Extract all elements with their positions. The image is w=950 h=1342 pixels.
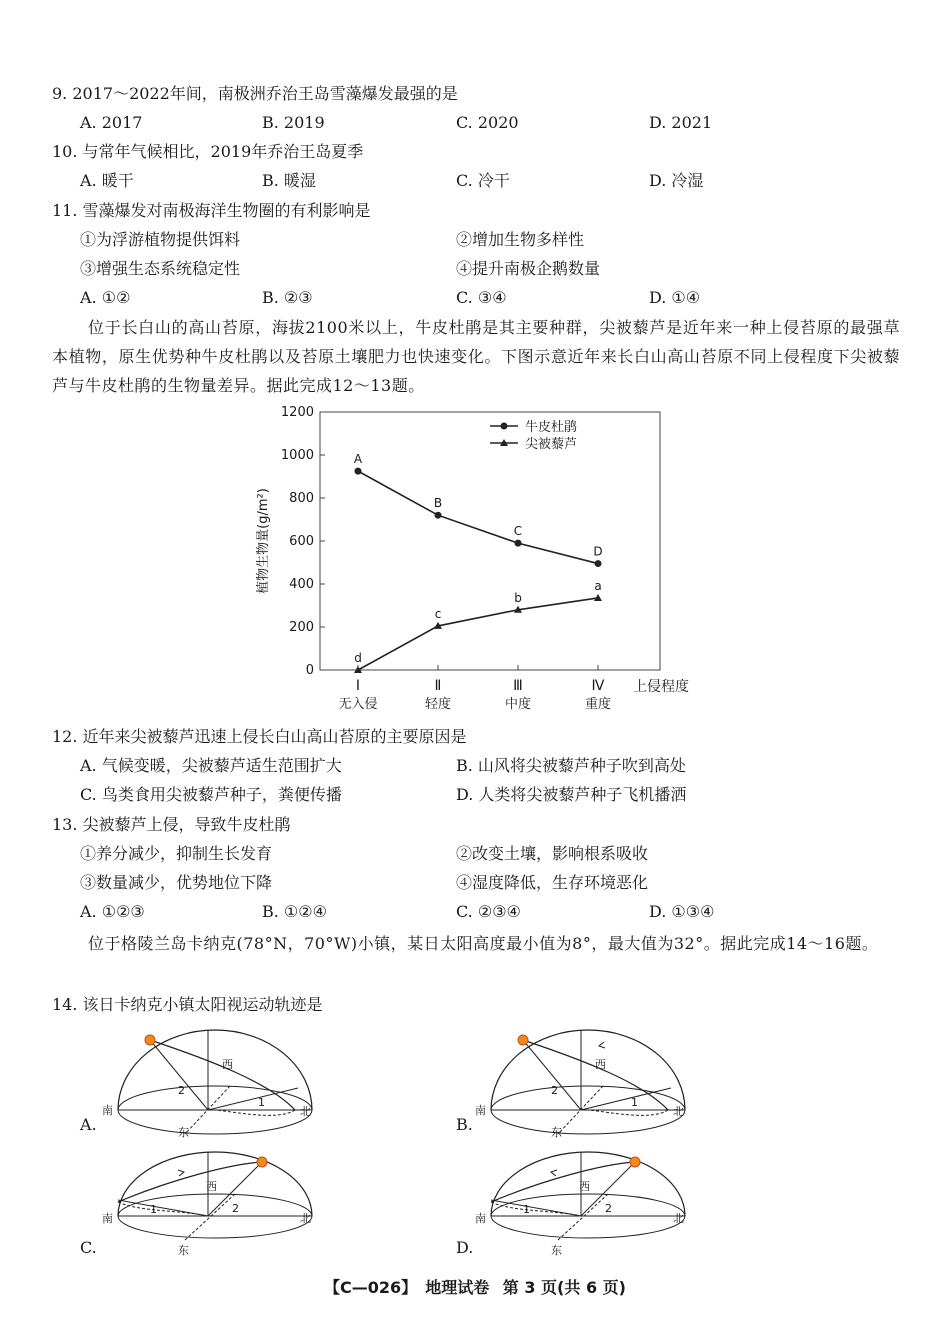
q10-option-b: B. 暖湿 (262, 171, 316, 190)
north-label: 北 (673, 1212, 684, 1225)
south-label: 南 (102, 1212, 113, 1225)
x-tick-sublabel: 无入侵 (338, 697, 378, 712)
subject-title: 地理试卷 (425, 1278, 490, 1297)
q12-option-b: B. 山风将尖被藜芦种子吹到高处 (456, 756, 686, 775)
x-tick-sublabel: 中度 (504, 697, 532, 712)
y-tick-label: 600 (289, 534, 314, 549)
y-tick-label: 1200 (280, 405, 314, 420)
q9-option-b: B. 2019 (262, 113, 325, 132)
q13-option-d: D. ①③④ (649, 902, 715, 921)
angle-1-label: 1 (631, 1096, 638, 1109)
q12-option-d: D. 人类将尖被藜芦种子飞机播洒 (456, 785, 687, 804)
x-axis-label: 上侵程度 (633, 679, 689, 695)
north-label: 北 (300, 1212, 311, 1225)
east-label: 东 (178, 1244, 189, 1257)
page-footer (0, 1275, 950, 1298)
q11-item-2: ②增加生物多样性 (456, 230, 585, 249)
legend-marker (501, 423, 508, 430)
q14-option-c: C. (80, 1238, 97, 1257)
sun-icon (145, 1035, 155, 1045)
data-point-label: C (513, 524, 523, 539)
q10-option-d: D. 冷湿 (649, 171, 704, 190)
south-label: 南 (475, 1212, 486, 1225)
q14-option-a: A. (80, 1115, 97, 1134)
q9-option-c: C. 2020 (456, 113, 519, 132)
data-point-label: c (434, 606, 442, 621)
q11-item-1: ①为浮游植物提供饵料 (80, 230, 241, 249)
legend-label: 尖被藜芦 (525, 437, 578, 452)
q12-option-c: C. 鸟类食用尖被藜芦种子，粪便传播 (80, 785, 342, 804)
q13-option-b: B. ①②④ (262, 902, 327, 921)
angle-2-label: 2 (178, 1084, 185, 1097)
x-tick-sublabel: 重度 (584, 697, 612, 712)
y-tick-label: 200 (289, 620, 314, 635)
angle-2-label: 2 (232, 1202, 239, 1215)
sun-path-diagram-c (100, 1150, 330, 1260)
x-tick-sublabel: 轻度 (424, 697, 452, 712)
q13-stem: 13. 尖被藜芦上侵，导致牛皮杜鹃 (52, 815, 291, 834)
q10-option-a: A. 暖干 (80, 171, 134, 190)
q11-item-3: ③增强生态系统稳定性 (80, 259, 241, 278)
south-label: 南 (475, 1104, 486, 1117)
q13-item-4: ④湿度降低，生存环境恶化 (456, 873, 649, 892)
x-tick-label: Ⅲ (513, 678, 523, 694)
q10-option-c: C. 冷干 (456, 171, 510, 190)
sun-path-diagram-b (473, 1028, 703, 1138)
east-label: 东 (178, 1126, 189, 1138)
q11-option-c: C. ③④ (456, 288, 507, 307)
q11-item-4: ④提升南极企鹅数量 (456, 259, 601, 278)
q11-stem: 11. 雪藻爆发对南极海洋生物圈的有利影响是 (52, 201, 371, 220)
q11-option-a: A. ①② (80, 288, 131, 307)
q12-stem: 12. 近年来尖被藜芦迅速上侵长白山高山苔原的主要原因是 (52, 727, 467, 746)
sun-icon (630, 1157, 640, 1167)
data-point-label: b (514, 590, 522, 605)
sun-icon (518, 1035, 528, 1045)
angle-1-label: 1 (258, 1096, 265, 1109)
east-label: 东 (551, 1126, 562, 1138)
sun-path-diagram-a (100, 1028, 330, 1138)
south-label: 南 (102, 1104, 113, 1117)
x-tick-label: Ⅳ (591, 678, 605, 694)
east-label: 东 (551, 1244, 562, 1257)
data-point (435, 512, 442, 519)
y-tick-label: 0 (305, 663, 314, 678)
angle-2-label: 2 (605, 1202, 612, 1215)
q9-option-a: A. 2017 (80, 113, 143, 132)
data-point-label: d (354, 651, 362, 665)
data-point-label: D (593, 544, 603, 559)
data-point-label: B (433, 496, 443, 511)
exam-code: 【C—026】 (324, 1278, 418, 1297)
passage-qaanaaq: 位于格陵兰岛卡纳克(78°N，70°W)小镇，某日太阳高度最小值为8°，最大值为32°。据此完成14～16题。 (88, 934, 879, 953)
angle-2-label: 2 (551, 1084, 558, 1097)
data-point (355, 468, 362, 475)
data-point-label: a (594, 578, 602, 593)
north-label: 北 (300, 1105, 311, 1118)
q10-stem: 10. 与常年气候相比，2019年乔治王岛夏季 (52, 142, 364, 161)
data-point (595, 560, 602, 567)
west-label: 西 (579, 1180, 590, 1193)
q14-stem: 14. 该日卡纳克小镇太阳视运动轨迹是 (52, 995, 323, 1014)
legend-label: 牛皮杜鹃 (525, 420, 578, 435)
y-axis-label: 植物生物量(g/m²) (256, 488, 271, 594)
q13-option-a: A. ①②③ (80, 902, 145, 921)
plot-frame (320, 412, 660, 670)
q12-option-a: A. 气候变暖，尖被藜芦适生范围扩大 (80, 756, 342, 775)
passage-changbai: 位于长白山的高山苔原，海拔2100米以上，牛皮杜鹃是其主要种群，尖被藜芦是近年来一种上侵苔原的最强草本植物，原生优势种牛皮杜鹃以及苔原土壤肥力也快速变化。下图示意近年来长白山高山苔原不同上侵程度下尖被藜芦与牛皮杜鹃的生物量差异。据此完成12～13题。 (52, 318, 900, 395)
x-tick-label: Ⅰ (355, 678, 361, 694)
q11-option-b: B. ②③ (262, 288, 313, 307)
page-number: 第 3 页(共 6 页) (502, 1278, 626, 1297)
west-label: 西 (595, 1058, 606, 1071)
sun-path-diagram-d (473, 1150, 703, 1260)
data-point (515, 540, 522, 547)
west-label: 西 (222, 1058, 233, 1071)
q13-item-1: ①养分减少，抑制生长发育 (80, 844, 273, 863)
y-tick-label: 800 (289, 491, 314, 506)
biomass-line-chart (245, 395, 715, 720)
west-label: 西 (206, 1180, 217, 1193)
angle-1-label: 1 (523, 1203, 530, 1216)
q13-item-2: ②改变土壤，影响根系吸收 (456, 844, 649, 863)
x-tick-label: Ⅱ (434, 678, 442, 694)
y-tick-label: 400 (289, 577, 314, 592)
q11-option-d: D. ①④ (649, 288, 701, 307)
q9-stem: 9. 2017～2022年间，南极洲乔治王岛雪藻爆发最强的是 (52, 84, 458, 103)
q13-item-3: ③数量减少，优势地位下降 (80, 873, 273, 892)
angle-1-label: 1 (150, 1203, 157, 1216)
q9-option-d: D. 2021 (649, 113, 713, 132)
y-tick-label: 1000 (280, 448, 314, 463)
q13-option-c: C. ②③④ (456, 902, 521, 921)
data-point-label: A (353, 452, 363, 467)
sun-icon (257, 1157, 267, 1167)
north-label: 北 (673, 1105, 684, 1118)
q14-option-d: D. (456, 1238, 474, 1257)
q14-option-b: B. (456, 1115, 473, 1134)
